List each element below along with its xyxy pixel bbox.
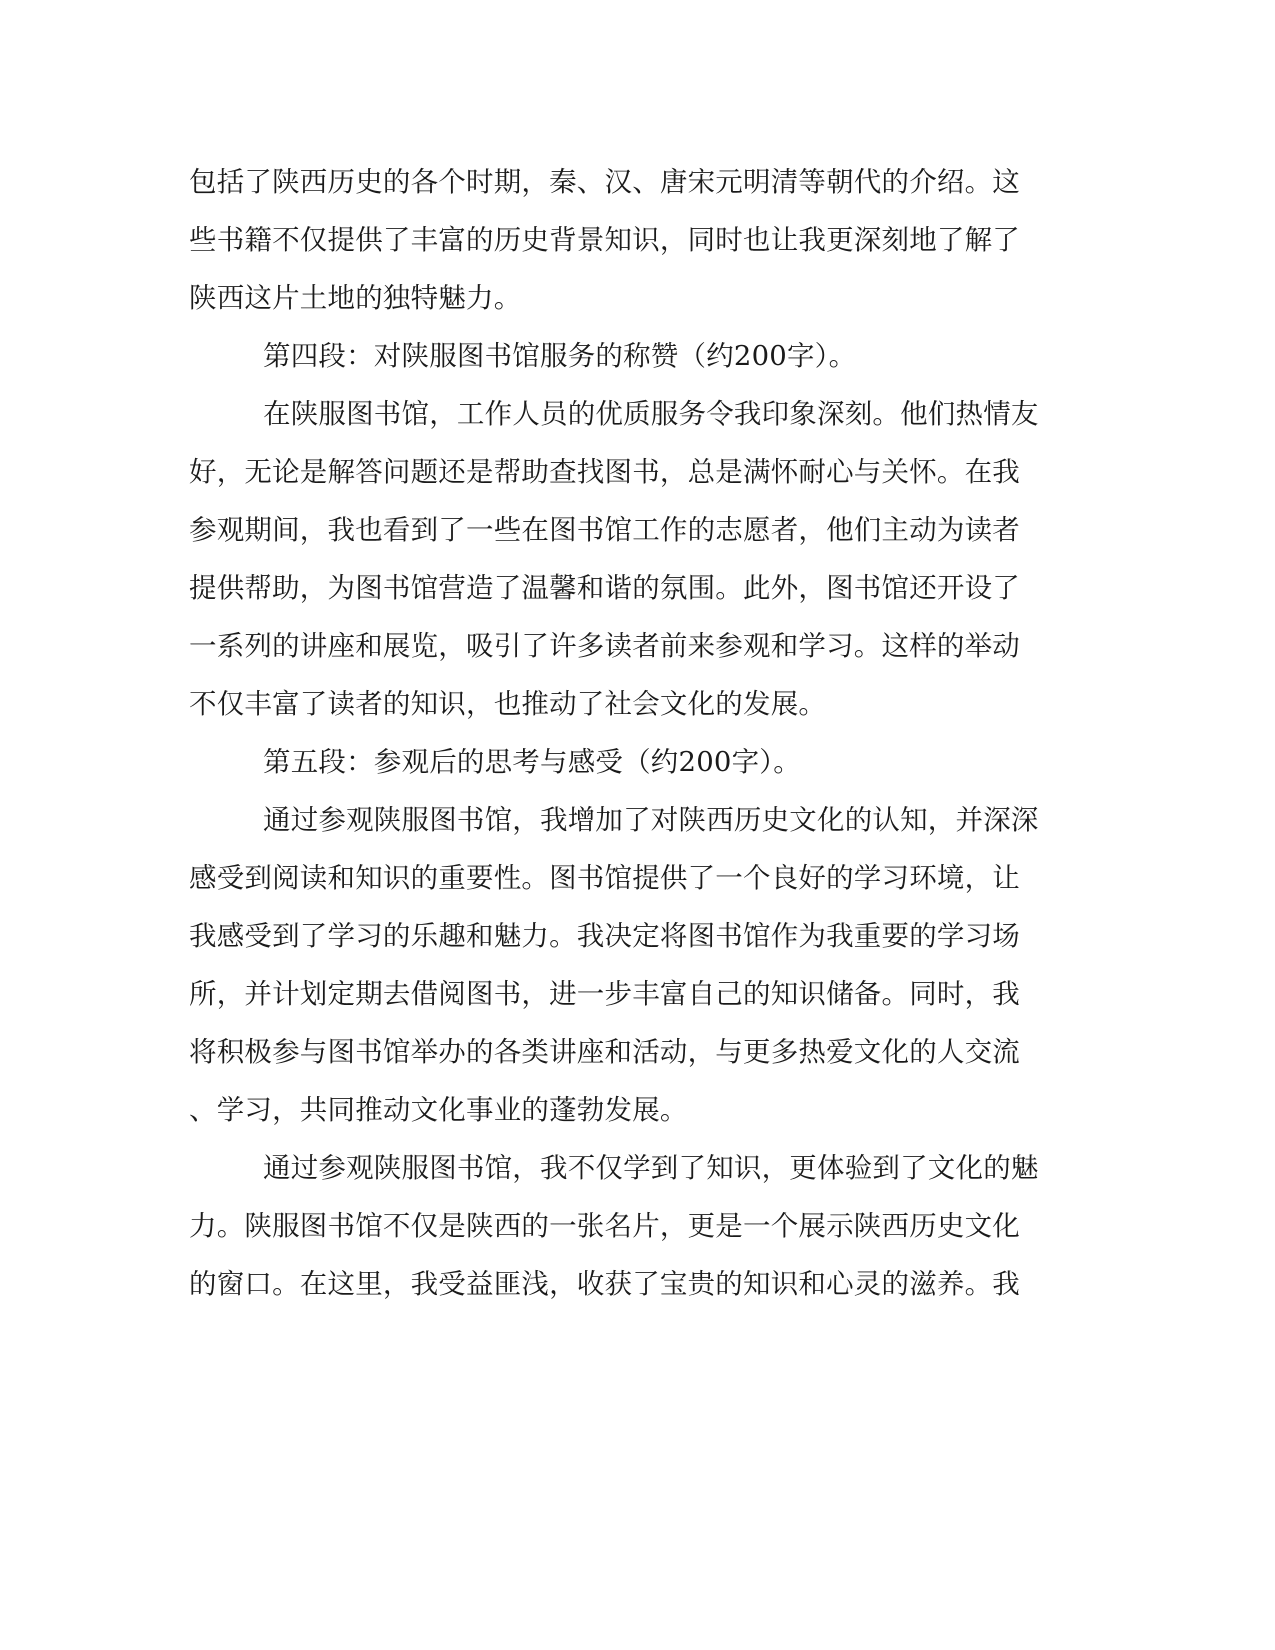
text-line: 我感受到了学习的乐趣和魅力。我决定将图书馆作为我重要的学习场 — [189, 920, 1020, 952]
text-line: 所，并计划定期去借阅图书，进一步丰富自己的知识储备。同时，我 — [189, 978, 1020, 1010]
text-line: 好，无论是解答问题还是帮助查找图书，总是满怀耐心与关怀。在我 — [189, 456, 1020, 488]
text-line: 的窗口。在这里，我受益匪浅，收获了宝贵的知识和心灵的滋养。我 — [189, 1268, 1020, 1300]
section-heading-4: 第四段：对陕服图书馆服务的称赞（约200字）。 — [263, 340, 857, 372]
text-line: 不仅丰富了读者的知识，也推动了社会文化的发展。 — [189, 688, 827, 720]
text-line: 感受到阅读和知识的重要性。图书馆提供了一个良好的学习环境，让 — [189, 862, 1020, 894]
text-line: 些书籍不仅提供了丰富的历史背景知识，同时也让我更深刻地了解了 — [189, 224, 1020, 256]
section-heading-5: 第五段：参观后的思考与感受（约200字）。 — [263, 746, 801, 778]
text-line: 力。陕服图书馆不仅是陕西的一张名片，更是一个展示陕西历史文化 — [189, 1210, 1020, 1242]
text-line: 包括了陕西历史的各个时期，秦、汉、唐宋元明清等朝代的介绍。这 — [189, 166, 1020, 198]
text-line: 、学习，共同推动文化事业的蓬勃发展。 — [189, 1094, 688, 1126]
text-line: 陕西这片土地的独特魅力。 — [189, 282, 522, 314]
text-line: 将积极参与图书馆举办的各类讲座和活动，与更多热爱文化的人交流 — [189, 1036, 1020, 1068]
text-line: 通过参观陕服图书馆，我不仅学到了知识，更体验到了文化的魅 — [263, 1152, 1039, 1184]
text-line: 一系列的讲座和展览，吸引了许多读者前来参观和学习。这样的举动 — [189, 630, 1020, 662]
text-line: 提供帮助，为图书馆营造了温馨和谐的氛围。此外，图书馆还开设了 — [189, 572, 1020, 604]
text-line: 通过参观陕服图书馆，我增加了对陕西历史文化的认知，并深深 — [263, 804, 1039, 836]
text-line: 在陕服图书馆，工作人员的优质服务令我印象深刻。他们热情友 — [263, 398, 1039, 430]
text-line: 参观期间，我也看到了一些在图书馆工作的志愿者，他们主动为读者 — [189, 514, 1020, 546]
